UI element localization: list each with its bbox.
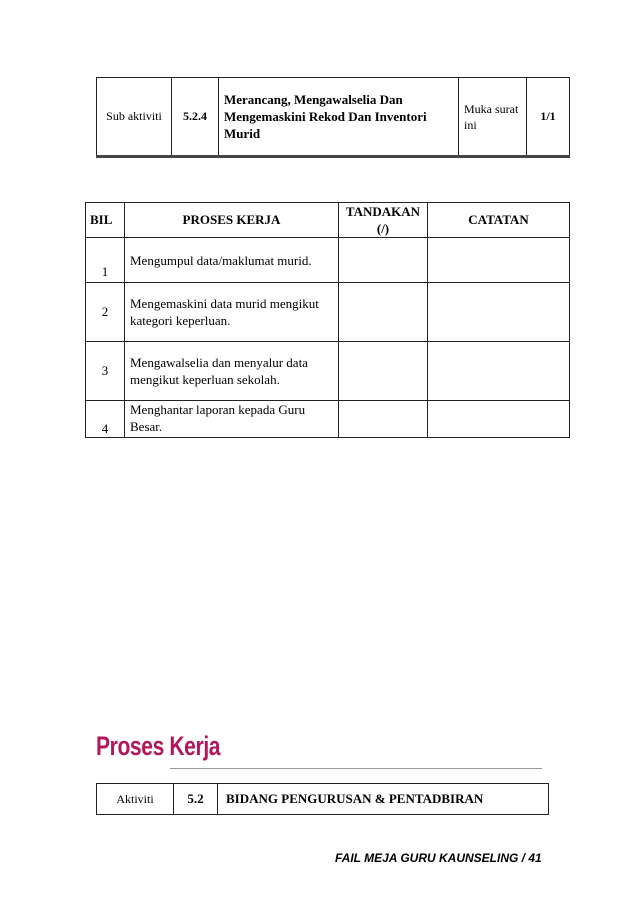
sub-activity-title: Merancang, Mengawalselia Dan Mengemaskini Rekod Dan Inventori Murid: [219, 78, 459, 157]
proses-kerja-logo: Proses Kerja: [96, 731, 221, 761]
row-check-cell[interactable]: [339, 238, 428, 283]
footer-text: FAIL MEJA GURU KAUNSELING /: [335, 851, 526, 865]
row-number: 3: [86, 342, 125, 401]
activity-title: BIDANG PENGURUSAN & PENTADBIRAN: [218, 784, 549, 815]
row-process-text: Menghantar laporan kepada Guru Besar.: [125, 401, 339, 438]
row-check-cell[interactable]: [339, 283, 428, 342]
row-process-text: Mengumpul data/maklumat murid.: [125, 238, 339, 283]
activity-label: Aktiviti: [97, 784, 174, 815]
row-note-cell[interactable]: [428, 238, 570, 283]
page-footer: [335, 851, 542, 865]
row-note-cell[interactable]: [428, 401, 570, 438]
row-note-cell[interactable]: [428, 283, 570, 342]
page-label: Muka surat ini: [459, 78, 527, 157]
row-number: 2: [86, 283, 125, 342]
table-row: [86, 238, 570, 283]
activity-table: [96, 783, 549, 815]
sub-activity-code: 5.2.4: [172, 78, 219, 157]
column-header-proses: PROSES KERJA: [125, 203, 339, 238]
row-number: 4: [86, 401, 125, 438]
table-row: [86, 283, 570, 342]
process-table: [85, 202, 570, 438]
row-process-text: Mengemaskini data murid mengikut kategori keperluan.: [125, 283, 339, 342]
header-table: [96, 77, 570, 158]
row-check-cell[interactable]: [339, 342, 428, 401]
table-row: [86, 342, 570, 401]
logo-divider: [170, 768, 542, 769]
row-process-text: Mengawalselia dan menyalur data mengikut keperluan sekolah.: [125, 342, 339, 401]
row-check-cell[interactable]: [339, 401, 428, 438]
footer-page-number: 41: [528, 851, 542, 865]
row-number: 1: [86, 238, 125, 283]
table-header-row: [86, 203, 570, 238]
column-header-tandakan: TANDAKAN (/): [339, 203, 428, 238]
table-row: [86, 401, 570, 438]
sub-activity-label: Sub aktiviti: [97, 78, 172, 157]
page-indicator: 1/1: [527, 78, 570, 157]
column-header-bil: BIL: [86, 203, 125, 238]
row-note-cell[interactable]: [428, 342, 570, 401]
column-header-catatan: CATATAN: [428, 203, 570, 238]
activity-code: 5.2: [174, 784, 218, 815]
